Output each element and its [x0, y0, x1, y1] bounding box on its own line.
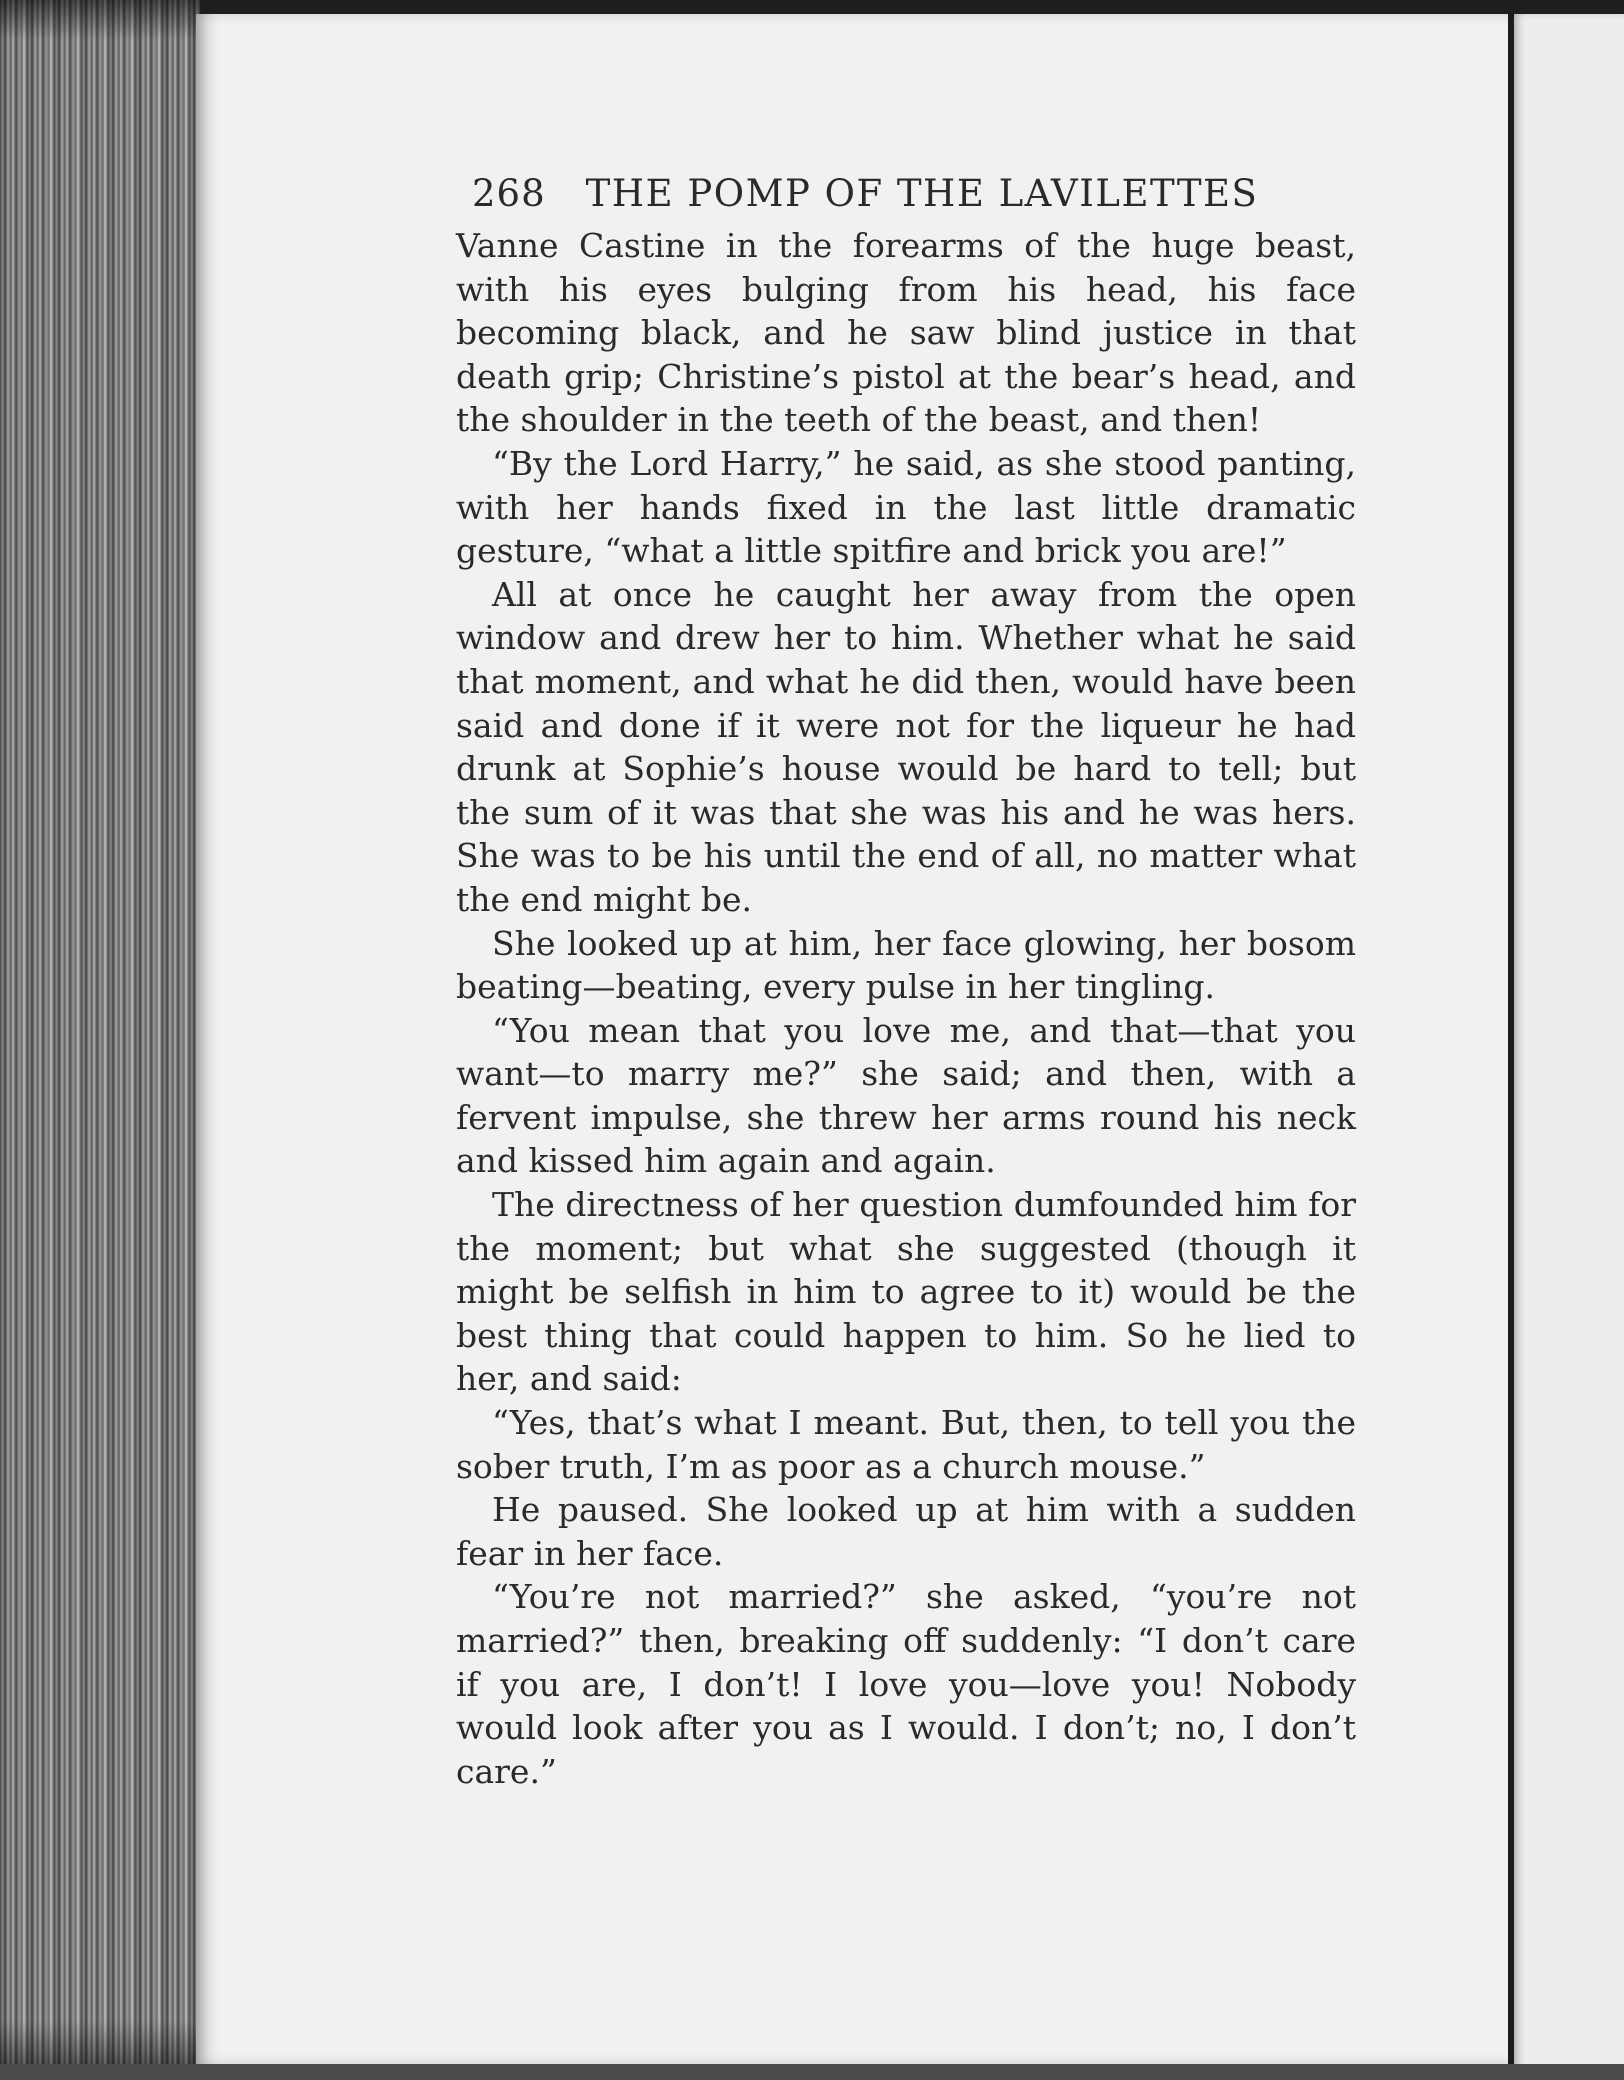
running-head: [472, 170, 1356, 218]
paragraph: “You’re not married?” she asked, “you’re not married?” then, breaking off suddenly: “I don’t care if you are, I don’t! I love you—love you! Nobody would look after you as I would. I don’t; no, I don’t care.”: [456, 1577, 1356, 1791]
book-page-edges: [0, 0, 200, 2080]
paragraph: All at once he caught her away from the open window and drew her to him. Whether what he said that moment, and what he did then, would have been said and done if it were not for the liqueur he had drunk at Sophie’s house would be hard to tell; but the sum of it was that she was his and he was hers. She was to be his until the end of all, no matter what the end might be.: [456, 574, 1356, 919]
scan-bottom-border: [0, 2064, 1624, 2080]
body-text: [456, 224, 1356, 1793]
facing-page-edge: [1514, 14, 1624, 2074]
paragraph: Vanne Castine in the forearms of the huge beast, with his eyes bulging from his head, his face becoming black, and he saw blind justice in that death grip; Christine’s pistol at the bear’s head, and the shoulder in the teeth of the beast, and then!: [456, 226, 1356, 440]
paragraph: She looked up at him, her face glowing, her bosom beating—beating, every pulse in her tingling.: [456, 923, 1356, 1007]
paragraph: “Yes, that’s what I meant. But, then, to tell you the sober truth, I’m as poor as a church mouse.”: [456, 1403, 1356, 1486]
page-number: 268: [472, 172, 546, 215]
paragraph: “By the Lord Harry,” he said, as she stood panting, with her hands fixed in the last little dramatic gesture, “what a little spitfire and brick you are!”: [456, 443, 1356, 571]
page-content: [456, 170, 1356, 1793]
paragraph: The directness of her question dumfounded him for the moment; but what she suggested (though it might be selfish in him to agree to it) would be the best thing that could happen to him. So he lied to her, and said:: [456, 1185, 1356, 1399]
paragraph: He paused. She looked up at him with a sudden fear in her face.: [456, 1490, 1356, 1573]
paragraph: “You mean that you love me, and that—that you want—to marry me?” she said; and then, with a fervent impulse, she threw her arms round his neck and kissed him again and again.: [456, 1010, 1356, 1181]
book-title: THE POMP OF THE LAVILETTES: [585, 172, 1259, 215]
